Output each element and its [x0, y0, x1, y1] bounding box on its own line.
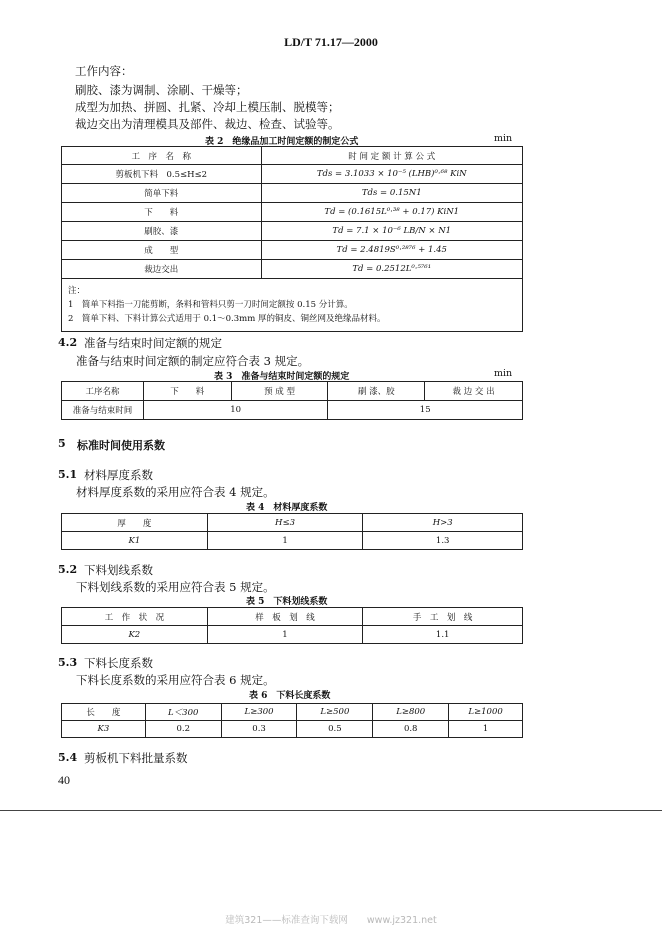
table2-caption: 表 2 绝缘品加工时间定额的制定公式 [205, 137, 359, 147]
table4-value: 1.3 [363, 532, 523, 550]
section-5-3-number: 5.3 [58, 656, 78, 669]
work-line-2: 成型为加热、拼圆、扎紧、冷却上模压制、脱模等； [75, 100, 340, 114]
table2 [61, 146, 523, 332]
table3-header: 裁 边 交 出 [425, 382, 523, 401]
table2-formula: Td = (0.1615L⁰·³⁸ + 0.17) KiN1 [261, 203, 523, 222]
watermark-footer: 建筑321——标准查询下载网 www.jz321.net [225, 915, 437, 926]
table2-formula: Td = 7.1 × 10⁻⁶ LB/N × N1 [261, 222, 523, 241]
table6-caption: 表 6 下料长度系数 [249, 691, 331, 701]
section-5-2-number: 5.2 [58, 563, 78, 576]
table2-formula: Td = 0.2512L⁰·⁵⁷⁶¹ [261, 260, 523, 279]
standard-code-header: LD/T 71.17—2000 [284, 35, 378, 49]
table2-header-process: 工 序 名 称 [62, 147, 262, 165]
table6-header: 长 度 [62, 704, 146, 721]
table3-header: 工序名称 [62, 382, 144, 401]
table3-unit: min [494, 368, 513, 379]
table6-header: L＜300 [145, 704, 221, 721]
table4-header: 厚 度 [62, 514, 208, 532]
table4 [61, 513, 523, 550]
table6-value: 0.2 [145, 721, 221, 738]
table4-header: H≤3 [207, 514, 363, 532]
table2-process: 下 料 [62, 203, 262, 222]
table5-header: 工 作 状 况 [62, 608, 208, 626]
table6-value: 1 [449, 721, 523, 738]
section-4-2-title: 准备与结束时间定额的规定 [84, 336, 222, 350]
section-5-3-title: 下料长度系数 [84, 656, 153, 670]
table2-process: 简单下料 [62, 184, 262, 203]
section-5-1-text: 材料厚度系数的采用应符合表 4 规定。 [76, 485, 275, 499]
table4-header: H>3 [363, 514, 523, 532]
section-5-4-number: 5.4 [58, 751, 78, 764]
table5 [61, 607, 523, 644]
table6-value: 0.3 [221, 721, 297, 738]
page-number: 40 [58, 773, 70, 787]
section-5-2-text: 下料划线系数的采用应符合表 5 规定。 [76, 580, 275, 594]
table2-header-formula: 时 间 定 额 计 算 公 式 [261, 147, 523, 165]
table6 [61, 703, 523, 738]
table6-header: L≥500 [297, 704, 373, 721]
table3-header: 刷 漆、胶 [328, 382, 425, 401]
table2-notes [62, 279, 523, 332]
table2-unit: min [494, 133, 513, 144]
table6-header: L≥300 [221, 704, 297, 721]
table2-formula: Td = 2.4819S⁰·²⁸⁷⁶ + 1.45 [261, 241, 523, 260]
table3-header: 预 成 型 [231, 382, 328, 401]
table5-header: 手 工 划 线 [363, 608, 523, 626]
table2-process: 成 型 [62, 241, 262, 260]
table5-header: 样 板 划 线 [207, 608, 363, 626]
work-content-title: 工作内容： [75, 64, 133, 78]
section-5-1-title: 材料厚度系数 [84, 468, 153, 482]
table3-caption: 表 3 准备与结束时间定额的规定 [214, 372, 350, 382]
table2-formula: Tds = 3.1033 × 10⁻⁵ (LHB)⁰·⁶⁸ KiN [261, 165, 523, 184]
table5-caption: 表 5 下料划线系数 [246, 597, 328, 607]
table5-row-label: K2 [62, 626, 208, 644]
section-5-3-text: 下料长度系数的采用应符合表 6 规定。 [76, 673, 275, 687]
section-5-2-title: 下料划线系数 [84, 563, 153, 577]
table2-note: 1 简单下料指一刀能剪断，条料和管料只剪一刀时间定额按 0.15 分计算。 [68, 300, 353, 310]
table4-value: 1 [207, 532, 363, 550]
table6-header: L≥1000 [449, 704, 523, 721]
table6-value: 0.5 [297, 721, 373, 738]
table6-header: L≥800 [373, 704, 449, 721]
table2-process: 剪板机下料 0.5≤H≤2 [62, 165, 262, 184]
section-4-2-number: 4.2 [58, 336, 78, 349]
table2-formula: Tds = 0.15N1 [261, 184, 523, 203]
table6-value: 0.8 [373, 721, 449, 738]
table3-row-label: 准备与结束时间 [62, 401, 144, 420]
table2-note: 2 简单下料、下料计算公式适用于 0.1～0.3mm 厚的铜皮、铜丝网及绝缘品材料。 [68, 314, 386, 324]
section-4-2-text: 准备与结束时间定额的制定应符合表 3 规定。 [76, 354, 310, 368]
work-line-1: 刷胶、漆为调制、涂刷、干燥等； [75, 83, 248, 97]
table3-header: 下 料 [143, 382, 231, 401]
table6-row-label: K3 [62, 721, 146, 738]
table2-process: 裁边交出 [62, 260, 262, 279]
table4-caption: 表 4 材料厚度系数 [246, 503, 328, 513]
section-5-1-number: 5.1 [58, 468, 78, 481]
table2-notes-title: 注： [68, 286, 86, 296]
section-5-number: 5 [58, 437, 66, 450]
work-line-3: 裁边交出为清理模具及部件、裁边、检查、试验等。 [75, 117, 340, 131]
table3-value: 10 [143, 401, 328, 420]
table5-value: 1.1 [363, 626, 523, 644]
table3-value: 15 [328, 401, 523, 420]
table2-process: 刷胶、漆 [62, 222, 262, 241]
table5-value: 1 [207, 626, 363, 644]
section-5-4-title: 剪板机下料批量系数 [84, 751, 188, 765]
table4-row-label: K1 [62, 532, 208, 550]
page-bottom-rule [0, 810, 662, 811]
table3 [61, 381, 523, 420]
section-5-title: 标准时间使用系数 [77, 439, 165, 452]
